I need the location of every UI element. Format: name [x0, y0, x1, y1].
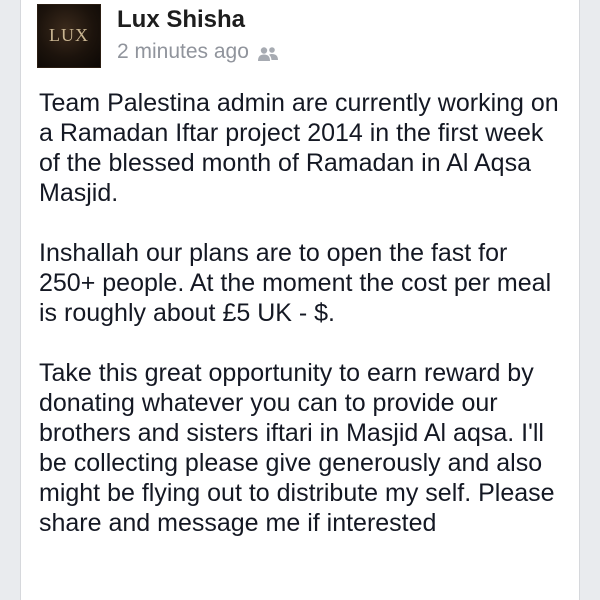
avatar[interactable]: [37, 4, 101, 68]
post-meta: [117, 40, 279, 64]
post-body: [39, 88, 565, 568]
friends-icon[interactable]: [257, 44, 279, 60]
author-name[interactable]: Lux Shisha: [117, 6, 246, 33]
timestamp[interactable]: 2 minutes ago: [117, 40, 249, 63]
post-paragraph-3: Take this great opportunity to earn reward by donating whatever you can to provide our brothers and sisters iftari in Masjid Al aqsa. I'll be collecting please give generously and also might be flying out to distribute my self. Please share and message me if interested: [39, 359, 555, 537]
post-paragraph-2: Inshallah our plans are to open the fast for 250+ people. At the moment the cost per meal is roughly about £5 UK - $.: [39, 239, 552, 327]
post-card: [20, 0, 580, 600]
avatar-logo-text: LUX: [49, 25, 89, 45]
post-header: [37, 4, 579, 68]
post-paragraph-1: Team Palestina admin are currently working on a Ramadan Iftar project 2014 in the first week of the blessed month of Ramadan in Al Aqsa Masjid.: [39, 89, 559, 207]
